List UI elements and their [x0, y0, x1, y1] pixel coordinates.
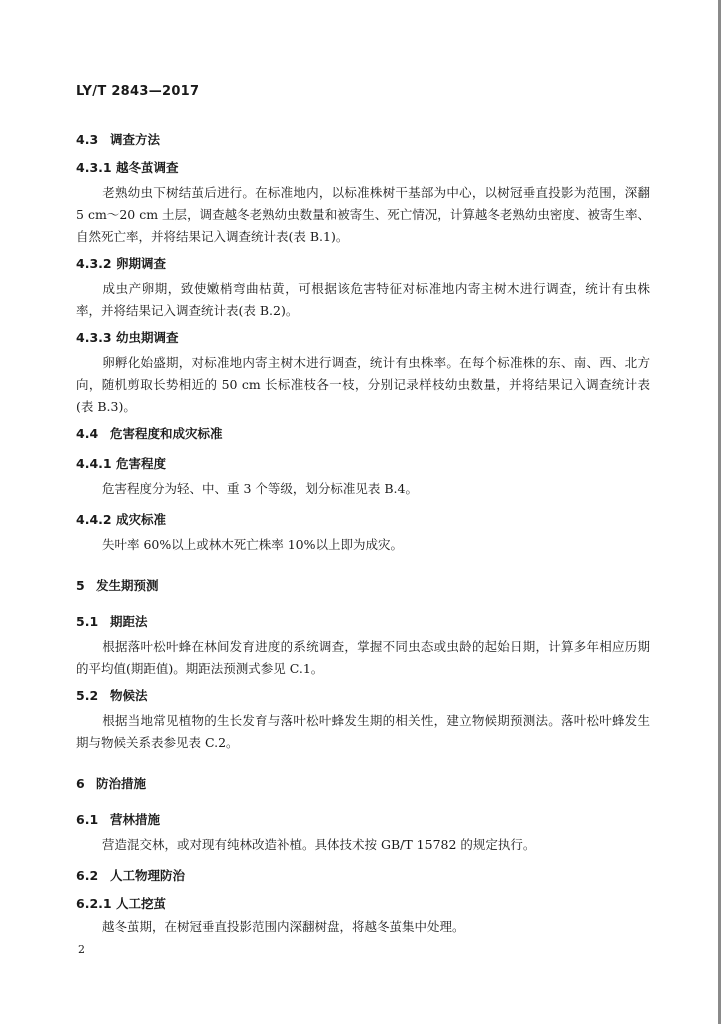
heading-title: 人工物理防治 [110, 868, 186, 883]
heading-number: 4.3 [76, 132, 99, 147]
heading-number: 4.3.3 [76, 330, 112, 345]
paragraph-4-4-1 [76, 478, 650, 500]
heading-number: 6.2 [76, 868, 99, 883]
heading-number: 5.1 [76, 614, 99, 629]
heading-title: 成灾标准 [116, 512, 167, 527]
heading-title: 危害程度 [116, 456, 167, 471]
paragraph-text: 危害程度分为轻、中、重 3 个等级，划分标准见表 B.4。 [102, 481, 418, 496]
heading-title: 发生期预测 [96, 578, 159, 593]
heading-4-3 [76, 130, 160, 148]
paragraph-text: 失叶率 60%以上或林木死亡株率 10%以上即为成灾。 [102, 537, 404, 552]
heading-number: 4.3.2 [76, 256, 112, 271]
heading-4-3-2 [76, 254, 166, 272]
heading-4-3-3 [76, 328, 179, 346]
heading-4-4-2 [76, 510, 166, 528]
heading-5-1 [76, 612, 148, 630]
heading-6-1 [76, 810, 160, 828]
heading-6 [76, 774, 146, 792]
paragraph-5-2 [76, 710, 650, 754]
heading-title: 期距法 [110, 614, 148, 629]
heading-title: 人工挖茧 [116, 896, 167, 911]
paragraph-4-3-3 [76, 352, 650, 418]
heading-title: 卵期调查 [116, 256, 167, 271]
paragraph-5-1 [76, 636, 650, 680]
heading-5 [76, 576, 159, 594]
heading-6-2-1 [76, 894, 166, 912]
paragraph-4-3-1 [76, 182, 650, 248]
paragraph-4-3-2 [76, 278, 650, 322]
page-number: 2 [78, 943, 85, 956]
heading-5-2 [76, 686, 148, 704]
heading-number: 6.2.1 [76, 896, 112, 911]
heading-title: 物候法 [110, 688, 148, 703]
heading-title: 防治措施 [96, 776, 147, 791]
heading-title: 营林措施 [110, 812, 161, 827]
paragraph-text: 卵孵化始盛期，对标准地内寄主树木进行调查，统计有虫株率。在每个标准株的东、南、西、北方向，随机剪取长势相近的 50 cm 长标准枝各一枝，分别记录样枝幼虫数量，并将结果记入调查统计表(表 B.3)。 [76, 355, 650, 414]
paragraph-text: 根据当地常见植物的生长发育与落叶松叶蜂发生期的相关性，建立物候期预测法。落叶松叶蜂发生期与物候关系表参见表 C.2。 [76, 713, 650, 750]
standard-header: LY/T 2843—2017 [76, 84, 200, 99]
heading-4-4 [76, 424, 223, 442]
heading-number: 5.2 [76, 688, 99, 703]
heading-title: 越冬茧调查 [116, 160, 179, 175]
paragraph-text: 越冬茧期，在树冠垂直投影范围内深翻树盘，将越冬茧集中处理。 [102, 919, 465, 934]
heading-number: 4.4.2 [76, 512, 112, 527]
paragraph-text: 营造混交林，或对现有纯林改造补植。具体技术按 GB/T 15782 的规定执行。 [102, 837, 536, 852]
paragraph-text: 成虫产卵期，致使嫩梢弯曲枯黄，可根据该危害特征对标准地内寄主树木进行调查，统计有虫株率，并将结果记入调查统计表(表 B.2)。 [76, 281, 650, 318]
paragraph-4-4-2 [76, 534, 650, 556]
paragraph-6-1 [76, 834, 650, 856]
heading-title: 幼虫期调查 [116, 330, 179, 345]
paragraph-text: 根据落叶松叶蜂在林间发育进度的系统调查，掌握不同虫态或虫龄的起始日期，计算多年相应历期的平均值(期距值)。期距法预测式参见 C.1。 [76, 639, 650, 676]
paragraph-6-2-1 [76, 916, 650, 938]
heading-4-4-1 [76, 454, 166, 472]
heading-title: 危害程度和成灾标准 [110, 426, 223, 441]
heading-number: 5 [76, 578, 85, 593]
heading-6-2 [76, 866, 185, 884]
heading-number: 6 [76, 776, 85, 791]
heading-title: 调查方法 [110, 132, 161, 147]
heading-number: 6.1 [76, 812, 99, 827]
heading-number: 4.3.1 [76, 160, 112, 175]
heading-4-3-1 [76, 158, 179, 176]
paragraph-text: 老熟幼虫下树结茧后进行。在标准地内，以标准株树干基部为中心，以树冠垂直投影为范围，深翻 5 cm～20 cm 土层，调查越冬老熟幼虫数量和被寄生、死亡情况，计算越冬老熟幼虫密度、被寄生率、自然死亡率，并将结果记入调查统计表(表 B.1)。 [76, 185, 650, 244]
heading-number: 4.4 [76, 426, 99, 441]
heading-number: 4.4.1 [76, 456, 112, 471]
